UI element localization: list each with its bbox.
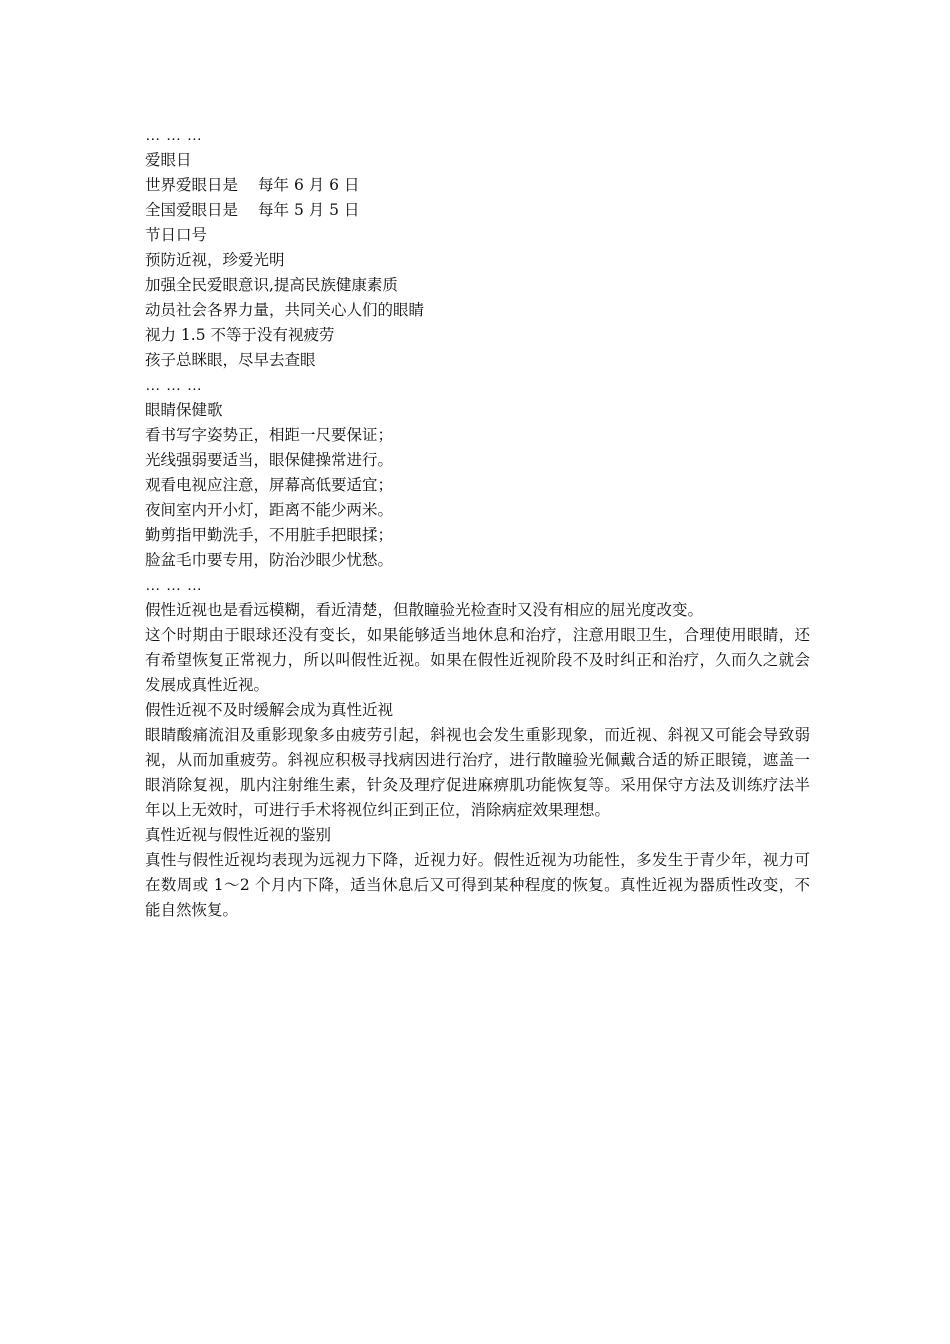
song-heading: 眼睛保健歌 xyxy=(145,401,223,419)
song-line: 脸盆毛巾要专用，防治沙眼少忧愁。 xyxy=(145,551,394,569)
slogan-line: 动员社会各界力量，共同关心人们的眼睛 xyxy=(145,301,425,319)
pseudo-to-true-heading: 假性近视不及时缓解会成为真性近视 xyxy=(145,701,394,719)
song-line: 看书写字姿势正，相距一尺要保证； xyxy=(145,426,394,444)
pseudo-myopia-intro: 假性近视也是看远模糊，看近清楚，但散瞳验光检查时又没有相应的屈光度改变。 xyxy=(145,601,704,619)
slogan-line: 预防近视，珍爱光明 xyxy=(145,251,285,269)
slogan-line: 加强全民爱眼意识,提高民族健康素质 xyxy=(145,276,398,294)
world-eye-day-label: 世界爱眼日是 xyxy=(145,176,239,194)
song-line: 观看电视应注意，屏幕高低要适宜； xyxy=(145,476,394,494)
ellipsis-separator: … … … xyxy=(145,377,203,394)
ellipsis-separator: … … … xyxy=(145,577,203,594)
slogan-line: 孩子总眯眼，尽早去查眼 xyxy=(145,351,316,369)
differentiation-heading: 真性近视与假性近视的鉴别 xyxy=(145,826,332,844)
national-eye-day-value: 每年 5 月 5 日 xyxy=(258,201,360,219)
song-line: 勤剪指甲勤洗手，不用脏手把眼揉； xyxy=(145,526,394,544)
slogan-line: 视力 1.5 不等于没有视疲劳 xyxy=(145,326,335,344)
differentiation-paragraph: 真性与假性近视均表现为远视力下降，近视力好。假性近视为功能性，多发生于青少年，视力可在数周或 1～2 个月内下降，适当休息后又可得到某种程度的恢复。真性近视为器质性改变，不能自然恢复。 xyxy=(145,851,810,919)
ellipsis-separator: … … … xyxy=(145,127,203,144)
song-line: 光线强弱要适当，眼保健操常进行。 xyxy=(145,451,394,469)
world-eye-day-line xyxy=(145,173,810,198)
song-line: 夜间室内开小灯，距离不能少两米。 xyxy=(145,501,394,519)
document-page xyxy=(145,123,810,923)
world-eye-day-value: 每年 6 月 6 日 xyxy=(258,176,360,194)
slogan-heading: 节日口号 xyxy=(145,226,208,244)
strabismus-paragraph: 眼睛酸痛流泪及重影现象多由疲劳引起，斜视也会发生重影现象，而近视、斜视又可能会导致弱视，从而加重疲劳。斜视应积极寻找病因进行治疗，进行散瞳验光佩戴合适的矫正眼镜，遮盖一眼消除复视，肌内注射维生素，针灸及理疗促进麻痹肌功能恢复等。采用保守方法及训练疗法半年以上无效时，可进行手术将视位纠正到正位，消除病症效果理想。 xyxy=(145,726,810,819)
national-eye-day-line xyxy=(145,198,810,223)
national-eye-day-label: 全国爱眼日是 xyxy=(145,201,239,219)
pseudo-myopia-paragraph: 这个时期由于眼球还没有变长，如果能够适当地休息和治疗，注意用眼卫生，合理使用眼睛，还有希望恢复正常视力，所以叫假性近视。如果在假性近视阶段不及时纠正和治疗，久而久之就会发展成真性近视。 xyxy=(145,626,810,694)
eye-day-heading: 爱眼日 xyxy=(145,151,192,169)
